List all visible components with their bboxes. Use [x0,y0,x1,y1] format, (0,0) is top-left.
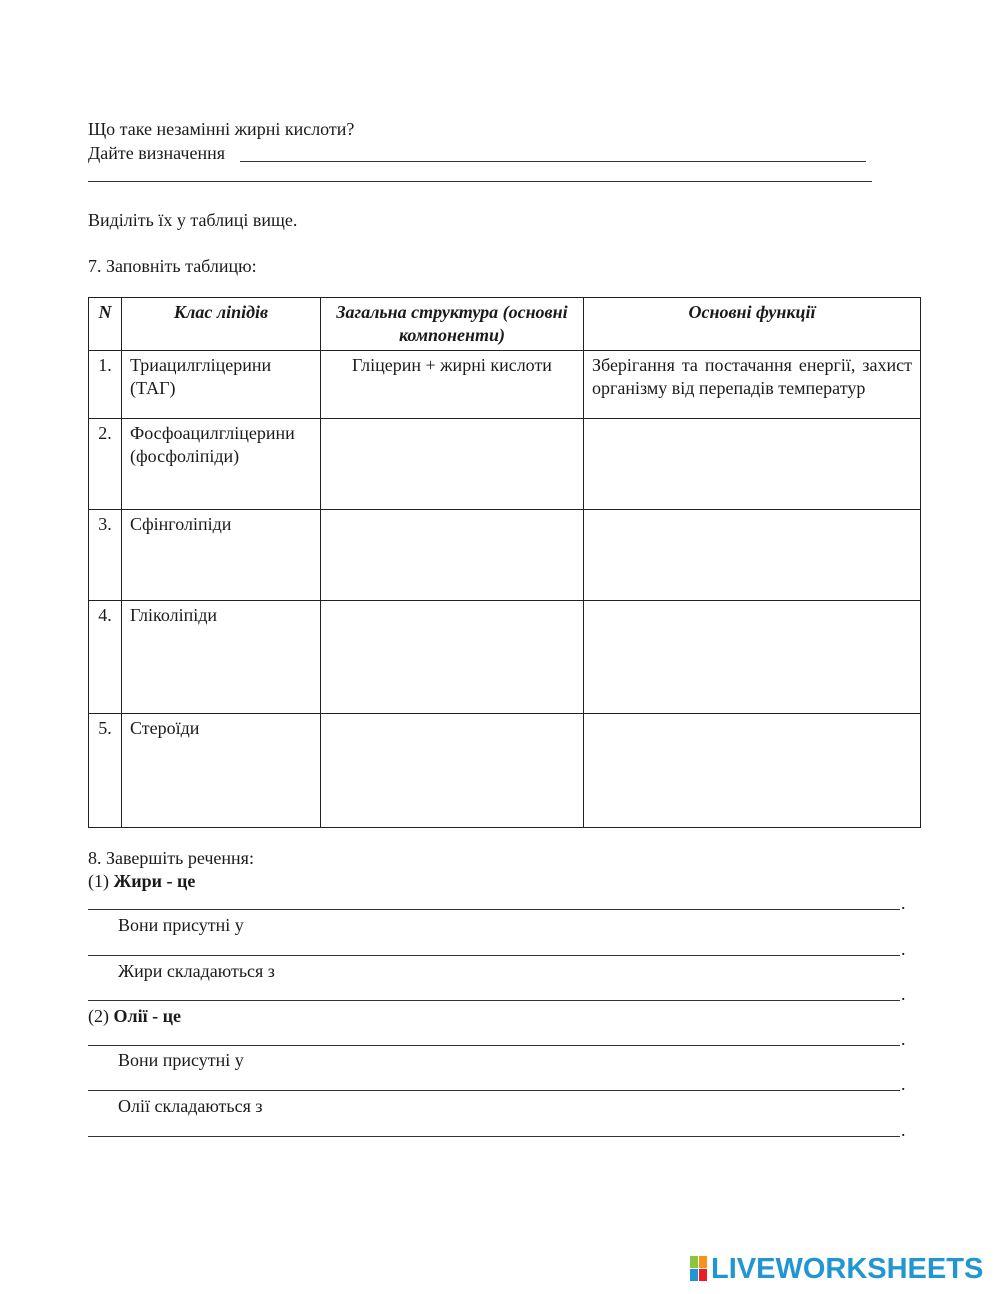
structure-cell[interactable] [321,601,584,714]
table-header-row [89,298,921,351]
table-row [89,601,921,714]
q8-item1-bold: Жири - це [113,871,196,891]
q8-item1-prefix: (1) [88,871,109,891]
structure-cell[interactable]: Гліцерин + жирні кислоти [321,351,584,419]
lipid-class: Триацилгліцерини (ТАГ) [122,351,321,419]
q8-item2-bold: Олії - це [113,1006,181,1026]
row-number: 4. [89,601,122,714]
header-n: N [89,298,122,351]
q8-item1-heading [88,870,195,892]
essential-fa-question: Що таке незамінні жирні кислоти? [88,119,355,139]
row-number: 2. [89,419,122,510]
q8-item2-present: Вони присутні у [118,1050,244,1070]
line-end-dot: . [901,984,906,1004]
structure-cell[interactable] [321,510,584,601]
table-row [89,510,921,601]
oils-present-line[interactable] [88,1090,900,1091]
header-functions: Основні функції [584,298,921,351]
structure-cell[interactable] [321,714,584,828]
structure-cell[interactable] [321,419,584,510]
define-label: Дайте визначення [88,143,225,163]
q7-title: 7. Заповніть таблицю: [88,256,257,276]
header-class: Клас ліпідів [122,298,321,351]
liveworksheets-logo [690,1254,983,1284]
q8-item1-present: Вони присутні у [118,915,244,935]
line-end-dot: . [901,1029,906,1049]
functions-cell[interactable] [584,714,921,828]
row-number: 3. [89,510,122,601]
logo-text: LIVEWORKSHEETS [711,1253,984,1285]
definition-answer-line-2[interactable] [88,181,872,182]
lipid-class: Гліколіпіди [122,601,321,714]
functions-cell[interactable]: Зберігання та постачання енергії, захист організму від перепадів температур [584,351,921,419]
functions-cell[interactable] [584,419,921,510]
row-number: 5. [89,714,122,828]
lipid-class: Стероїди [122,714,321,828]
functions-cell[interactable] [584,510,921,601]
line-end-dot: . [901,1074,906,1094]
definition-answer-line-1[interactable] [240,161,866,162]
oils-definition-line[interactable] [88,1045,900,1046]
liveworksheets-logo-icon [690,1256,708,1282]
line-end-dot: . [901,893,906,913]
q8-item2-consist: Олії складаються з [118,1096,263,1116]
header-structure: Загальна структура (основні компоненти) [321,298,584,351]
q8-item2-heading [88,1005,181,1027]
logo-square-l [690,1256,698,1268]
q8-item1-consist: Жири складаються з [118,961,275,981]
q8-item2-prefix: (2) [88,1006,109,1026]
q8-title: 8. Завершіть речення: [88,848,254,868]
row-number: 1. [89,351,122,419]
fats-consist-line[interactable] [88,1000,900,1001]
logo-square-i [699,1256,707,1268]
lipid-class: Фосфоацилгліцерини (фосфоліпіди) [122,419,321,510]
lipids-table [88,297,921,828]
table-row [89,351,921,419]
logo-square-v [690,1269,698,1281]
fats-definition-line[interactable] [88,909,900,910]
line-end-dot: . [901,1120,906,1140]
functions-cell[interactable] [584,601,921,714]
table-row [89,419,921,510]
table-row [89,714,921,828]
line-end-dot: . [901,939,906,959]
highlight-instruction: Виділіть їх у таблиці вище. [88,210,298,230]
fats-present-line[interactable] [88,955,900,956]
oils-consist-line[interactable] [88,1136,900,1137]
logo-square-e [699,1269,707,1281]
lipid-class: Сфінголіпіди [122,510,321,601]
